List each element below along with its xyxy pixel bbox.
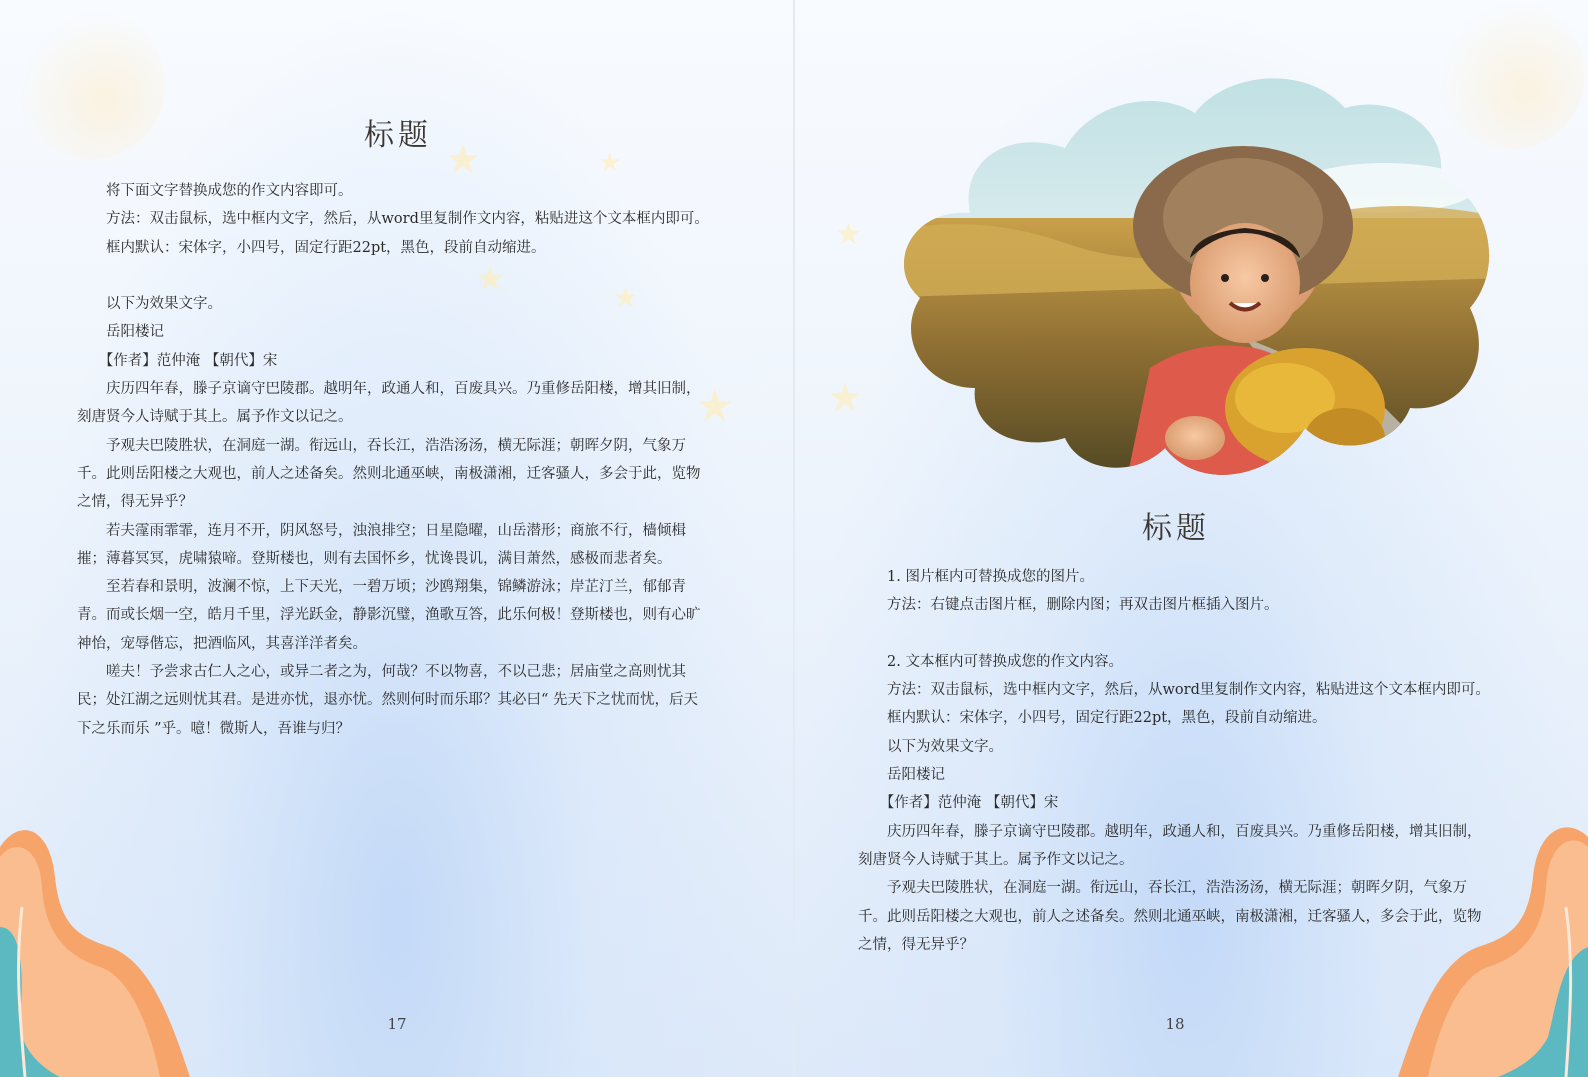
paragraph: 【作者】范仲淹 【朝代】宋 bbox=[879, 795, 1059, 812]
paragraph: 以下为效果文字。 bbox=[887, 738, 1003, 755]
paragraph: 【作者】范仲淹 【朝代】宋 bbox=[98, 352, 278, 369]
paragraph: 予观夫巴陵胜状，在洞庭一湖。衔远山，吞长江，浩浩汤汤，横无际涯；朝晖夕阴，气象万千。此则岳阳楼之大观也，前人之述备矣。然则北通巫峡，南极潇湘，迁客骚人，多会于此，览物之情，得无异乎？ bbox=[77, 437, 701, 511]
paragraph: 予观夫巴陵胜状，在洞庭一湖。衔远山，吞长江，浩浩汤汤，横无际涯；朝晖夕阴，气象万千。此则岳阳楼之大观也，前人之述备矣。然则北通巫峡，南极潇湘，迁客骚人，多会于此，览物之情，得无异乎？ bbox=[858, 880, 1482, 953]
body-text bbox=[77, 177, 711, 743]
star-decoration-icon: ★ bbox=[835, 217, 862, 252]
star-decoration-icon: ★ bbox=[827, 375, 863, 421]
paragraph: 方法：双击鼠标，选中框内文字，然后，从word里复制作文内容，粘贴进这个文本框内即可。 bbox=[887, 682, 1490, 699]
star-decoration-icon: ★ bbox=[695, 381, 735, 432]
star-decoration-icon: ★ bbox=[475, 259, 506, 299]
paragraph: 框内默认：宋体字，小四号，固定行距22pt，黑色，段前自动缩进。 bbox=[106, 239, 546, 256]
plant-decoration-icon bbox=[0, 817, 200, 1077]
paragraph bbox=[77, 262, 711, 290]
page-title: 标题 bbox=[364, 118, 432, 153]
paragraph: 将下面文字替换成您的作文内容即可。 bbox=[106, 183, 353, 199]
paragraph: 至若春和景明，波澜不惊，上下天光，一碧万顷；沙鸥翔集，锦鳞游泳；岸芷汀兰，郁郁青青。而或长烟一空，皓月千里，浮光跃金，静影沉璧，渔歌互答，此乐何极！登斯楼也，则有心旷神怡，宠辱偕忘，把酒临风，其喜洋洋者矣。 bbox=[77, 579, 701, 652]
left-page bbox=[0, 0, 793, 1077]
paragraph: 若夫霪雨霏霏，连月不开，阴风怒号，浊浪排空；日星隐曜，山岳潜形；商旅不行，樯倾楫摧；薄暮冥冥，虎啸猿啼。登斯楼也，则有去国怀乡，忧谗畏讥，满目萧然，感极而悲者矣。 bbox=[77, 522, 686, 567]
paragraph: 庆历四年春，滕子京谪守巴陵郡。越明年，政通人和，百废具兴。乃重修岳阳楼，增其旧制，刻唐贤今人诗赋于其上。属予作文以记之。 bbox=[77, 381, 701, 426]
moon-decoration-icon bbox=[15, 10, 165, 160]
paragraph: 方法：右键点击图片框，删除内图；再双击图片框插入图片。 bbox=[887, 597, 1279, 614]
star-decoration-icon: ★ bbox=[613, 281, 639, 314]
paragraph: 以下为效果文字。 bbox=[106, 296, 222, 313]
paragraph: 2. 文本框内可替换成您的作文内容。 bbox=[887, 653, 1123, 670]
paragraph: 方法：双击鼠标，选中框内文字，然后，从word里复制作文内容，粘贴进这个文本框内即可。 bbox=[106, 211, 709, 228]
star-decoration-icon: ★ bbox=[445, 137, 481, 183]
page-number: 18 bbox=[1165, 1015, 1185, 1033]
paragraph: 庆历四年春，滕子京谪守巴陵郡。越明年，政通人和，百废具兴。乃重修岳阳楼，增其旧制，刻唐贤今人诗赋于其上。属予作文以记之。 bbox=[858, 823, 1482, 868]
cloud-photo-frame[interactable] bbox=[865, 68, 1505, 488]
page-number: 17 bbox=[387, 1015, 407, 1033]
paragraph: 1. 图片框内可替换成您的图片。 bbox=[887, 569, 1094, 585]
paragraph: 嗟夫！予尝求古仁人之心，或异二者之为，何哉？不以物喜，不以己悲；居庙堂之高则忧其民；处江湖之远则忧其君。是进亦忧，退亦忧。然则何时而乐耶？其必曰“ 先天下之忧而忧，后天下之乐而乐 ”乎。噫！微斯人，吾谁与归？ bbox=[77, 664, 699, 737]
right-page bbox=[795, 0, 1588, 1077]
star-decoration-icon: ★ bbox=[598, 148, 622, 178]
paragraph: 岳阳楼记 bbox=[887, 767, 945, 784]
page-title: 标题 bbox=[1142, 511, 1210, 546]
plant-decoration-icon bbox=[1388, 817, 1588, 1077]
paragraph: 岳阳楼记 bbox=[106, 324, 164, 341]
paragraph bbox=[858, 620, 1492, 648]
paragraph: 框内默认：宋体字，小四号，固定行距22pt，黑色，段前自动缩进。 bbox=[887, 710, 1327, 727]
